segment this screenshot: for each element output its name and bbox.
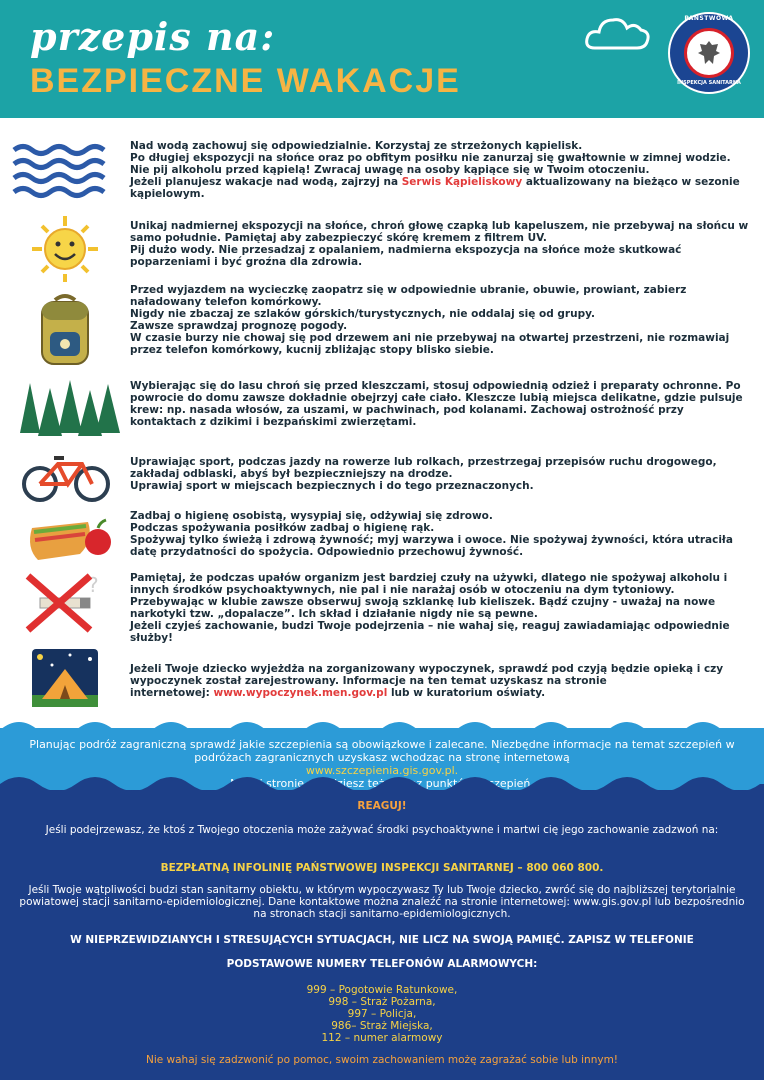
section-forest-text (130, 380, 750, 428)
svg-text:?: ? (88, 573, 99, 597)
section-hiking-text (130, 284, 750, 356)
text-line: Zawsze sprawdzaj prognozę pogody. (130, 320, 348, 332)
text-line: Przebywając w klubie zawsze obserwuj swoją szklankę lub kieliszek. Bądź czujny - uważaj na nowe narkotyki tzw. „dopalacze”. Ich skład i działanie nigdy nie są pewne. (130, 596, 716, 620)
memory-text: W NIEPRZEWIDZIANYCH I STRESUJĄCYCH SYTUACJACH, NIE LICZ NA SWOJĄ PAMIĘĆ. ZAPISZ W TELEFONIE (70, 934, 694, 946)
section-camp-text (130, 663, 750, 699)
tent-icon (10, 647, 120, 709)
text-line: Jeżeli Twoje dziecko wyjeżdża na zorganizowany wypoczynek, sprawdź pod czyją będzie opieką i czy wypoczynek został zarejestrowany. Informacje na ten temat uzyskasz na stronie (130, 663, 724, 687)
header-banner (0, 0, 764, 118)
text-line: internetowej: www.wypoczynek.men.gov.pl lub w kuratorium oświaty. (130, 687, 546, 699)
food-icon (10, 510, 120, 565)
vaccination-text: Planując podróż zagraniczną sprawdź jakie szczepienia są obowiązkowe i zalecane. Niezbędne informacje na temat szczepień w podróżach zagranicznych uzyskasz wchodząc na stronę internetową (29, 738, 735, 764)
suspect-text: Jeśli podejrzewasz, że ktoś z Twojego otoczenia może zażywać środki psychoaktywne i martwi cię jego zachowanie zadzwoń na: (45, 824, 719, 836)
section-water-text (130, 140, 750, 200)
text-line: Pij dużo wody. Nie przesadzaj z opalaniem, nadmierna ekspozycja na słońce może skutkować poparzeniami i być groźna dla zdrowia. (130, 244, 682, 268)
sanitary-text: Jeśli Twoje wątpliwości budzi stan sanitarny obiektu, w którym wypoczywasz Ty lub Twoje dziecko, zwróć się do najbliższej terytorialnie powiatowej stacji sanitarno-epidemiologicznej. Dane kontaktowe można znaleźć na stronie internetowej: www.gis.gov.pl lub bezpośrednio na stronach stacji sanitarno-epidemiologicznych. (19, 884, 745, 920)
emergency-number[interactable]: 112 – numer alarmowy (321, 1032, 443, 1044)
text-line: Przed wyjazdem na wycieczkę zaopatrz się w odpowiednie ubranie, obuwie, prowiant, zabierz naładowany telefon komórkowy. (130, 284, 687, 308)
section-hygiene-text (130, 510, 750, 558)
cloud-icon (585, 12, 651, 52)
text-line: Podczas spożywania posiłków zadbaj o higienę rąk. (130, 522, 435, 534)
text-line: W czasie burzy nie chowaj się pod drzewem ani nie przebywaj na otwartej przestrzeni, nie rozmawiaj przez telefon komórkowy, kucnij zbliżając stopy blisko siebie. (130, 332, 730, 356)
text-line: Zadbaj o higienę osobistą, wysypiaj się, odżywiaj się zdrowo. (130, 510, 493, 522)
text-line: Jeżeli czyjeś zachowanie, budzi Twoje podejrzenia – nie wahaj się, reaguj zawiadamiając odpowiednie służby! (130, 620, 730, 644)
text-line: Po długiej ekspozycji na słońce oraz po obfitym posiłku nie zanurzaj się gwałtownie w zimnej wodzie. Nie pij alkoholu przed kąpielą! Zwracaj uwagę na osoby kąpiące się w Twoim otoczeniu. (130, 152, 731, 176)
bicycle-icon (10, 452, 120, 502)
hotline-text: BEZPŁATNĄ INFOLINIĘ PAŃSTWOWEJ INSPEKCJI SANITARNEJ – 800 060 800. (160, 862, 604, 874)
backpack-icon (10, 292, 120, 372)
forest-icon (10, 378, 125, 438)
emergency-number[interactable]: 998 – Straż Pożarna, (328, 996, 436, 1008)
text-line: Nad wodą zachowuj się odpowiedzialnie. Korzystaj ze strzeżonych kąpielisk. (130, 140, 583, 152)
section-sport-text (130, 456, 750, 492)
text-line: Wybierając się do lasu chroń się przed kleszczami, stosuj odpowiednią odzież i preparaty ochronne. Po powrocie do domu zawsze dokładnie obejrzyj całe ciało. Kleszcze lubią miejsca delikatne, gdzie pulsuje krew: np. nasada włosów, za uszami, w pachwinach, pod kolanami. Zachowaj ostrożność przy kontaktach z dzikimi i bezpańskimi zwierzętami. (130, 380, 743, 428)
emergency-numbers (12, 984, 752, 1044)
emergency-number[interactable]: 986– Straż Miejska, (331, 1020, 433, 1032)
camp-registry-link[interactable]: www.wypoczynek.men.gov.pl (213, 687, 388, 699)
waves-icon (10, 142, 120, 202)
react-heading: REAGUJ! (357, 800, 407, 812)
title-top: przepis na: (30, 14, 276, 59)
eagle-icon (697, 39, 721, 67)
logo-text-top: PAŃSTWOWA (684, 15, 734, 22)
inspection-logo (668, 12, 750, 94)
section-sun-text (130, 220, 750, 268)
bathing-service-link[interactable]: Serwis Kąpieliskowy (401, 176, 523, 188)
closing-text: Nie wahaj się zadzwonić po pomoc, swoim zachowaniem możę zagrażać sobie lub innym! (145, 1054, 619, 1066)
text-line: Unikaj nadmiernej ekspozycji na słońce, chroń głowę czapką lub kapeluszem, nie przebywaj na słońcu w samo południe. Pamiętaj aby zabezpieczyć skórę kremem z filtrem UV. (130, 220, 749, 244)
no-smoking-icon (10, 570, 120, 635)
emergency-number[interactable]: 997 – Policja, (347, 1008, 417, 1020)
sun-icon (10, 214, 120, 284)
logo-text-bottom: INSPEKCJA SANITARNA (677, 80, 741, 86)
emergency-number[interactable]: 999 – Pogotowie Ratunkowe, (306, 984, 458, 996)
text-line: Uprawiając sport, podczas jazdy na rowerze lub rolkach, przestrzegaj przepisów ruchu drogowego, zakładaj odblaski, abyś był bezpieczniejszy na drodze. (130, 456, 717, 480)
page-title: BEZPIECZNE WAKACJE (30, 62, 461, 100)
text-line: Uprawiaj sport w miejscach bezpiecznych i do tego przeznaczonych. (130, 480, 534, 492)
text-line: Pamiętaj, że podczas upałów organizm jest bardziej czuły na używki, dlatego nie spożywaj alkoholu i innych środków psychoaktywnych, nie pal i nie narażaj osób w otoczeniu na dym tytoniowy. (130, 572, 728, 596)
text-line: Nigdy nie zbaczaj ze szlaków górskich/turystycznych, nie oddalaj się od grupy. (130, 308, 595, 320)
wave-divider-mid (0, 772, 764, 794)
vaccination-link[interactable]: www.szczepienia.gis.gov.pl. (305, 764, 459, 777)
text-line: Jeżeli planujesz wakacje nad wodą, zajrzyj na Serwis Kąpieliskowy aktualizowany na bieżąco w sezonie kąpielowym. (130, 176, 740, 200)
text-line: Spożywaj tylko świeżą i zdrową żywność; myj warzywa i owoce. Nie spożywaj żywności, która utraciła datę przydatności do spożycia. Odpowiednio przechowuj żywność. (130, 534, 733, 558)
section-substances-text (130, 572, 750, 644)
numbers-title: PODSTAWOWE NUMERY TELEFONÓW ALARMOWYCH: (226, 958, 538, 970)
